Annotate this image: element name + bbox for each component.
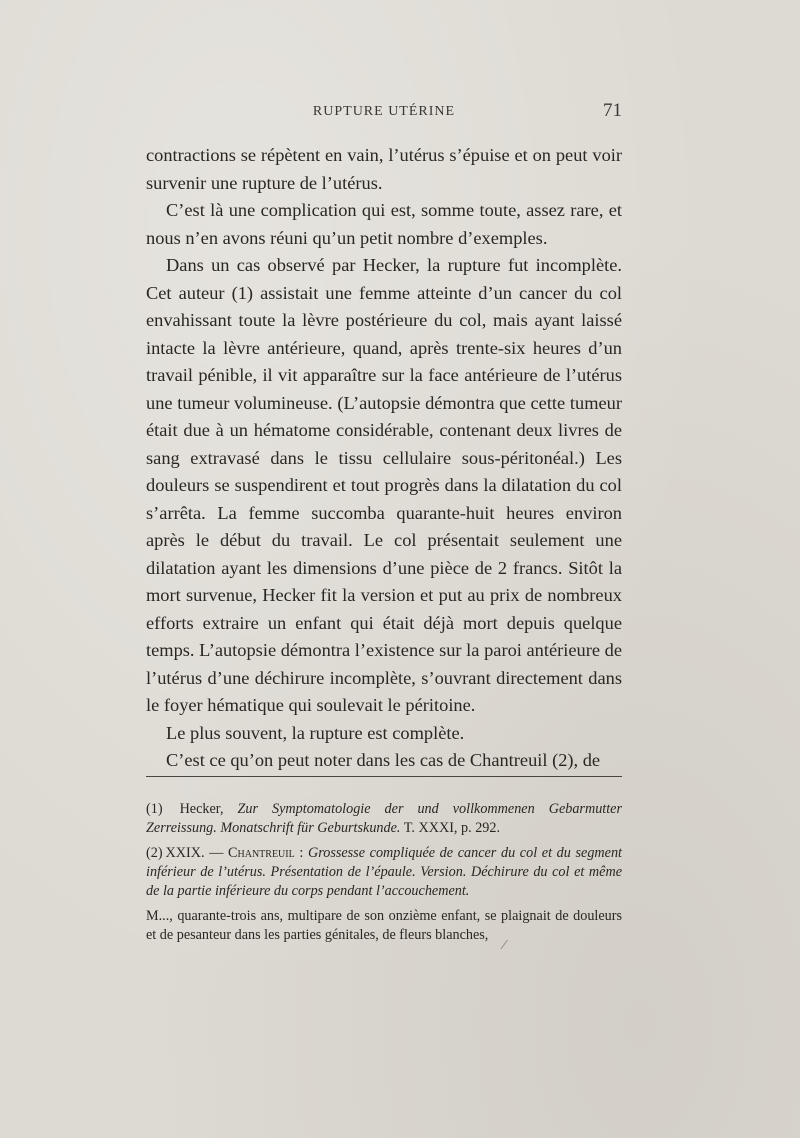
footnotes — [146, 800, 622, 951]
paragraph-chantreuil: C’est ce qu’on peut noter dans les cas de Chantreuil (2), de — [166, 750, 601, 770]
footnote-1-number: (1) — [146, 801, 163, 817]
footnote-1-author: Hecker, — [179, 801, 224, 817]
footnote-2-title: Grossesse compliquée de cancer du col et du segment inférieur de l’utérus. Présentation de l’épaule. Version. Déchirure du col et même de la partie inférieure du corps pendant l’accouchement. — [146, 845, 622, 899]
paragraph-hecker-case: Dans un cas observé par Hecker, la rupture fut incomplète. Cet auteur (1) assistait une femme atteinte d’un cancer du col envahissant toute la lèvre postérieure du col, mais ayant laissé intacte la lèvre antérieure, quand, après trente-six heures d’un travail pénible, il vit apparaître sur la face antérieure de l’utérus une tumeur volumineuse. (L’autopsie démontra que cette tumeur était due à un hématome considérable, contenant deux livres de sang extravasé dans le tissu cellulaire sous-péritonéal.) Les douleurs se suspendirent et tout progrès dans la dilatation du col s’arrêta. La femme succomba quarante-huit heures environ après le début du travail. Le col présentait seulement une dilatation ayant les dimensions d’une pièce de 2 francs. Sitôt la mort survenue, Hecker fit la version et put au prix de nombreux efforts extraire un enfant qui était déjà mort depuis quelque temps. L’autopsie démontra l’existence sur la paroi antérieure de l’utérus d’une déchirure incomplète, s’ouvrant directement dans le foyer hématique qui soulevait le péritoine. — [146, 255, 622, 715]
page-number: 71 — [603, 100, 622, 121]
footnote-2 — [146, 844, 622, 901]
paragraph-continuation: contractions se répètent en vain, l’utérus s’épuise et on peut voir survenir une rupture de l’utérus. — [146, 145, 622, 193]
footnote-1-title: Zur Symptomatologie der und vollkommenen Gebarmutter Zerreissung. Monatschrift für Geburtskunde. — [146, 801, 622, 836]
running-title: RUPTURE UTÉRINE — [312, 104, 456, 119]
running-head — [146, 100, 622, 126]
footnote-1 — [146, 800, 622, 838]
body-text — [146, 142, 622, 775]
footnote-2-separator: : — [294, 845, 308, 861]
footnote-1-reference: T. XXXI, p. 292. — [403, 820, 501, 836]
paragraph-complication: C’est là une complication qui est, somme toute, assez rare, et nous n’en avons réuni qu’un petit nombre d’exemples. — [146, 200, 622, 248]
stray-pencil-mark: ⁄ — [503, 938, 506, 953]
paragraph-complete-rupture: Le plus souvent, la rupture est complète. — [166, 722, 465, 743]
footnote-case-text: M..., quarante-trois ans, multipare de son onzième enfant, se plaignait de douleurs et de pesanteur dans les parties génitales, de fleurs blanches, — [146, 908, 622, 943]
footnote-rule — [146, 776, 622, 777]
footnote-2-author: Chantreuil — [228, 845, 295, 861]
footnote-2-observation: XXIX. — — [165, 845, 229, 861]
footnote-2-number: (2) — [146, 845, 163, 861]
